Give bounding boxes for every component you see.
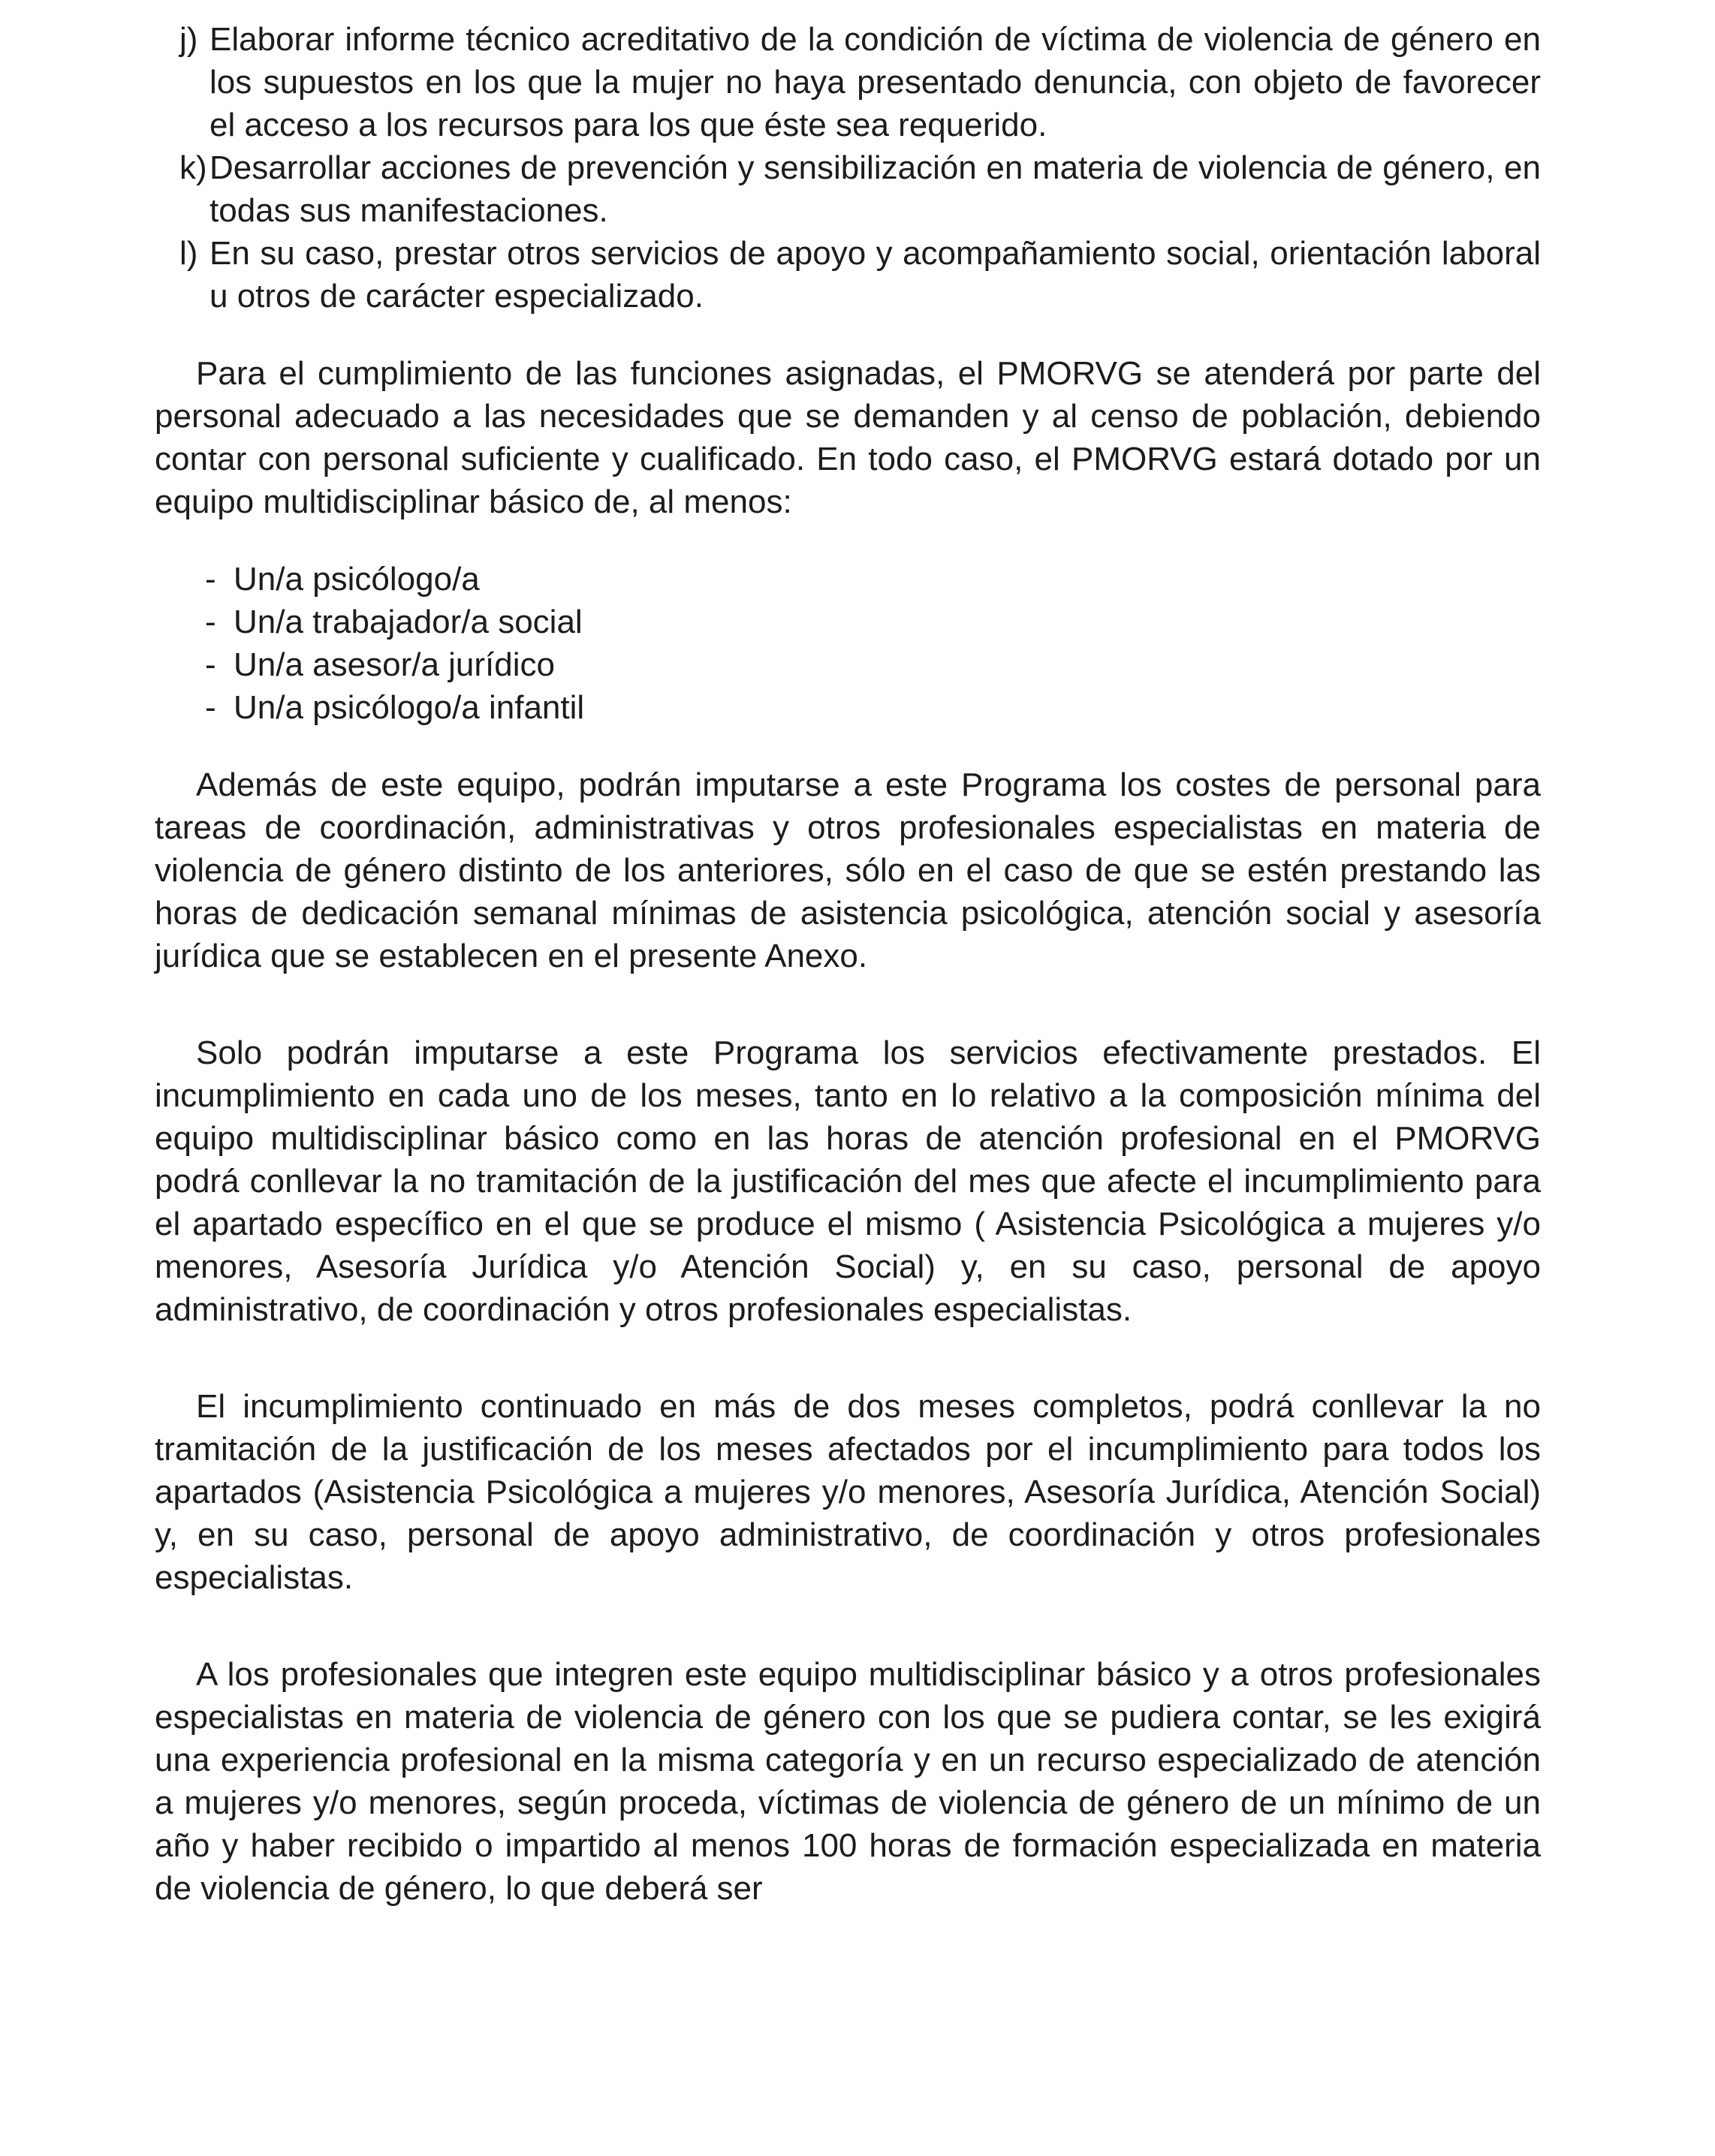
dash-marker: - xyxy=(205,689,216,726)
paragraph-solo: Solo podrán imputarse a este Programa los servicios efectivamente prestados. El incumplimiento en cada uno de los meses, tanto en lo relativo a la composición mínima del equipo multidisciplinar básico como en las horas de atención profesional en el PMORVG podrá conllevar la no tramitación de la justificación del mes que afecte el incumplimiento para el apartado específico en el que se produce el mismo ( Asistencia Psicológica a mujeres y/o menores, Asesoría Jurídica y/o Atención Social) y, en su caso, personal de apoyo administrativo, de coordinación y otros profesionales especialistas. xyxy=(155,1034,1541,1328)
paragraph-profesionales: A los profesionales que integren este equipo multidisciplinar básico y a otros profesionales especialistas en materia de violencia de género con los que se pudiera contar, se les exigirá una experiencia profesional en la misma categoría y en un recurso especializado de atención a mujeres y/o menores, según proceda, víctimas de violencia de género de un mínimo de un año y haber recibido o impartido al menos 100 horas de formación especializada en materia de violencia de género, lo que deberá ser xyxy=(155,1656,1541,1907)
alpha-marker: j) xyxy=(179,21,198,58)
team-list-item xyxy=(205,643,1541,686)
paragraph-continuado: El incumplimiento continuado en más de dos meses completos, podrá conllevar la no tramitación de la justificación de los meses afectados por el incumplimiento para todos los apartados (Asistencia Psicológica a mujeres y/o menores, Asesoría Jurídica, Atención Social) y, en su caso, personal de apoyo administrativo, de coordinación y otros profesionales especialistas. xyxy=(155,1388,1541,1596)
team-item-text: Un/a psicólogo/a xyxy=(234,561,480,598)
team-list-item xyxy=(205,686,1541,729)
alpha-list-item-j xyxy=(179,18,1541,146)
team-item-text: Un/a trabajador/a social xyxy=(234,604,583,640)
alpha-marker: k) xyxy=(179,149,207,186)
alpha-item-text: Elaborar informe técnico acreditativo de la condición de víctima de violencia de género en los supuestos en los que la mujer no haya presentado denuncia, con objeto de favorecer el acceso a los recursos para los que éste sea requerido. xyxy=(209,21,1541,143)
dash-marker: - xyxy=(205,646,216,683)
alpha-list-item-k xyxy=(179,146,1541,232)
alpha-list xyxy=(179,18,1541,318)
team-item-text: Un/a asesor/a jurídico xyxy=(234,646,555,683)
paragraph-ademas: Además de este equipo, podrán imputarse a este Programa los costes de personal para tareas de coordinación, administrativas y otros profesionales especialistas en materia de violencia de género distinto de los anteriores, sólo en el caso de que se estén prestando las horas de dedicación semanal mínimas de asistencia psicológica, atención social y asesoría jurídica que se establecen en el presente Anexo. xyxy=(155,766,1541,974)
team-list-item xyxy=(205,558,1541,601)
team-item-text: Un/a psicólogo/a infantil xyxy=(234,689,585,726)
dash-marker: - xyxy=(205,604,216,640)
team-list-item xyxy=(205,601,1541,643)
alpha-marker: l) xyxy=(179,235,198,272)
alpha-item-text: En su caso, prestar otros servicios de apoyo y acompañamiento social, orientación laboral u otros de carácter especializado. xyxy=(209,235,1541,315)
alpha-item-text: Desarrollar acciones de prevención y sensibilización en materia de violencia de género, en todas sus manifestaciones. xyxy=(209,149,1541,229)
paragraph-intro: Para el cumplimiento de las funciones asignadas, el PMORVG se atenderá por parte del personal adecuado a las necesidades que se demanden y al censo de población, debiendo contar con personal suficiente y cualificado. En todo caso, el PMORVG estará dotado por un equipo multidisciplinar básico de, al menos: xyxy=(155,355,1541,520)
dash-marker: - xyxy=(205,561,216,598)
team-list xyxy=(205,558,1541,729)
alpha-list-item-l xyxy=(179,232,1541,318)
